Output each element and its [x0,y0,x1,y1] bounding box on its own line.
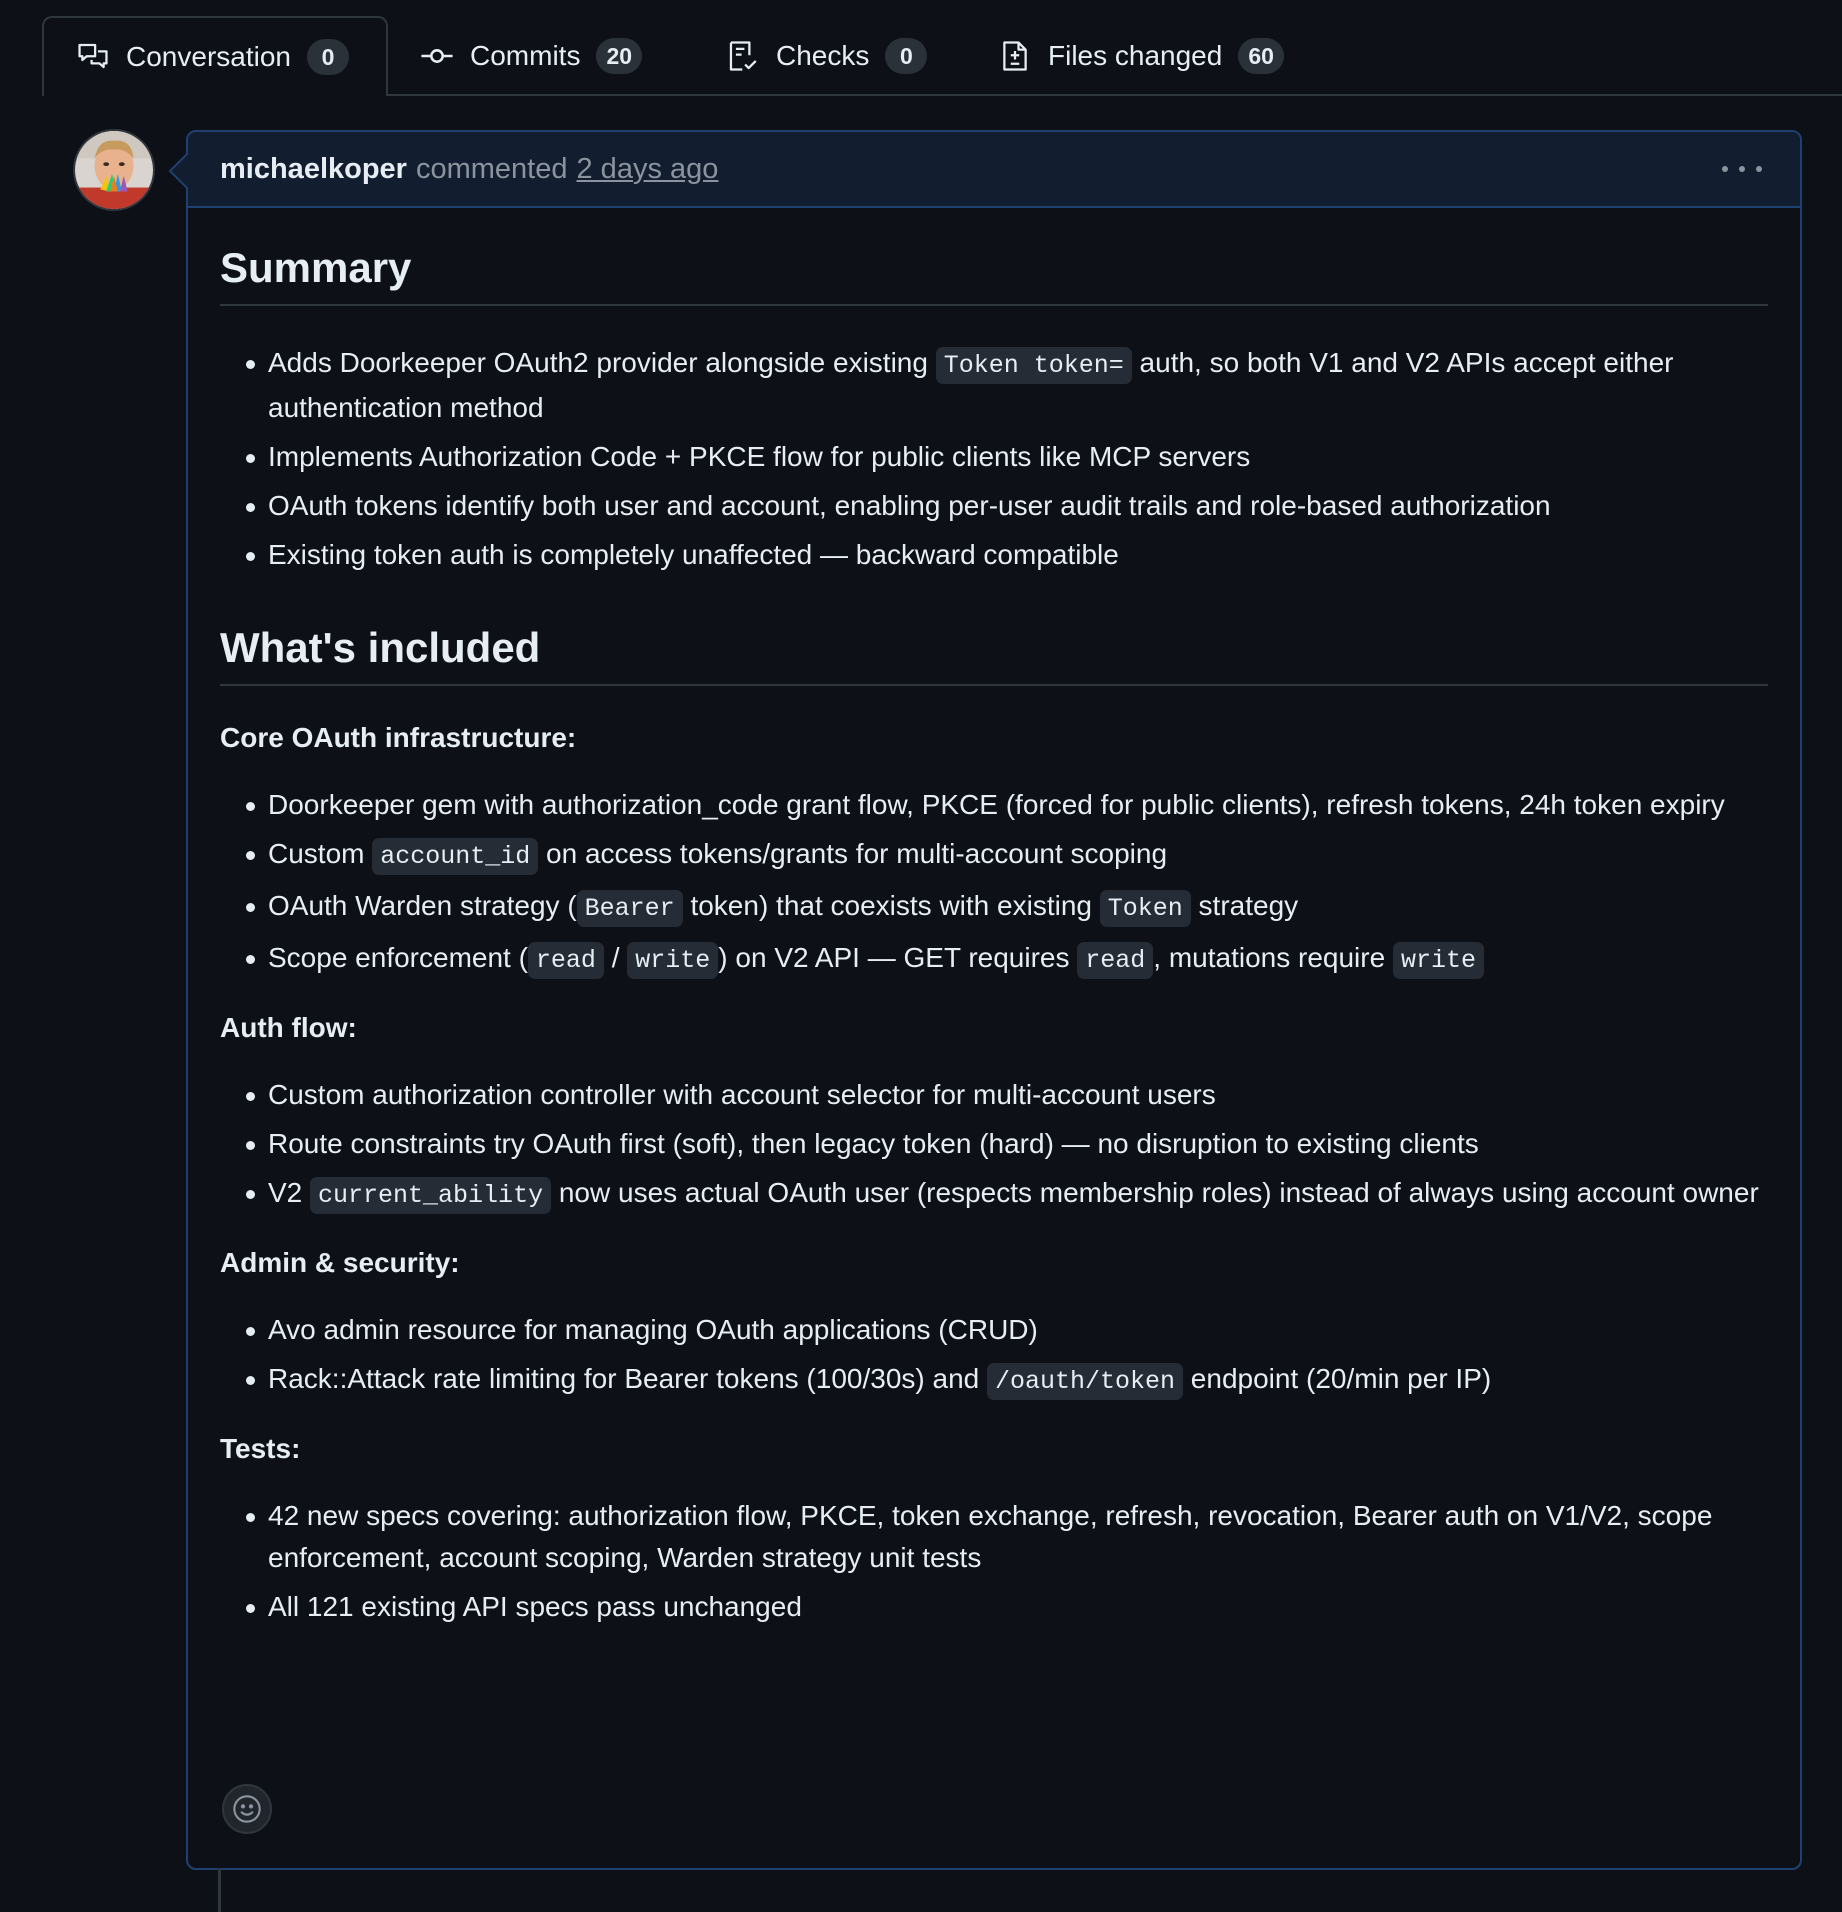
inline-code: /oauth/token [987,1363,1183,1400]
comment-verb: commented [415,152,568,185]
list-item: Existing token auth is completely unaffected — backward compatible [268,534,1768,576]
tab-counter: 20 [596,38,642,74]
inline-code: Token [1100,890,1191,927]
add-reaction-button[interactable] [222,1784,272,1834]
comment-discussion-icon [76,40,110,74]
subheading-core: Core OAuth infrastructure: [220,722,577,753]
tab-commits[interactable] [420,16,642,95]
inline-code: read [1077,942,1153,979]
smiley-icon [231,1793,263,1825]
list-item: Route constraints try OAuth first (soft), then legacy token (hard) — no disruption to existing clients [268,1123,1768,1165]
inline-code: write [1393,942,1484,979]
tab-label: Checks [776,39,870,71]
list-item: Custom account_id on access tokens/grants for multi-account scoping [268,833,1768,878]
heading-summary: Summary [220,208,1768,306]
comment-pointer [169,153,206,190]
subheading-tests: Tests: [220,1433,301,1464]
comment-header [188,132,1800,208]
inline-code: Token token= [936,347,1132,384]
subheading-admin-security: Admin & security: [220,1247,460,1278]
list-item: V2 current_ability now uses actual OAuth user (respects membership roles) instead of always using account owner [268,1172,1768,1217]
tab-counter: 60 [1238,38,1284,74]
inline-code: account_id [372,838,538,875]
commit-icon [420,39,454,73]
list-item: Adds Doorkeeper OAuth2 provider alongside existing Token token= auth, so both V1 and V2 APIs accept either authentication method [268,342,1768,429]
file-diff-icon [998,39,1032,73]
tab-files-changed[interactable] [998,16,1284,95]
list-item: 42 new specs covering: authorization flow, PKCE, token exchange, refresh, revocation, Bearer auth on V1/V2, scope enforcement, account scoping, Warden strategy unit tests [268,1495,1768,1579]
inline-code: Bearer [577,890,683,927]
list-item: All 121 existing API specs pass unchanged [268,1586,1768,1628]
summary-list [220,342,1768,576]
admin-list [220,1309,1768,1403]
comment-body [188,208,1800,1628]
inline-code: write [627,942,718,979]
comment-box [186,130,1802,1870]
avatar[interactable] [73,129,155,211]
subheading-auth-flow: Auth flow: [220,1012,357,1043]
tab-label: Files changed [1048,39,1223,71]
list-item: Custom authorization controller with account selector for multi-account users [268,1074,1768,1116]
tab-conversation[interactable] [42,16,388,96]
list-item: Avo admin resource for managing OAuth applications (CRUD) [268,1309,1768,1351]
list-item: Scope enforcement ( read / write ) on V2 API — GET requires read , mutations require write [268,937,1768,982]
checklist-icon [726,39,760,73]
core-list [220,784,1768,982]
list-item: OAuth tokens identify both user and account, enabling per-user audit trails and role-based authorization [268,485,1768,527]
auth-list [220,1074,1768,1217]
heading-whats-included: What's included [220,624,1768,686]
tab-counter: 0 [885,38,927,74]
tab-label: Conversation [126,41,291,72]
tab-checks[interactable] [726,16,927,95]
comment-author[interactable]: michaelkoper [220,152,407,185]
pr-tabs [0,0,1842,95]
timeline-connector [218,1868,221,1912]
inline-code: current_ability [310,1177,551,1214]
list-item: OAuth Warden strategy ( Bearer token) that coexists with existing Token strategy [268,885,1768,930]
comment-timestamp[interactable]: 2 days ago [576,152,719,185]
tab-counter: 0 [307,39,349,75]
inline-code: read [528,942,604,979]
more-options-icon[interactable] [1722,154,1762,184]
list-item: Doorkeeper gem with authorization_code grant flow, PKCE (forced for public clients), refresh tokens, 24h token expiry [268,784,1768,826]
tests-list [220,1495,1768,1628]
tab-label: Commits [470,39,581,71]
list-item: Rack::Attack rate limiting for Bearer tokens (100/30s) and /oauth/token endpoint (20/min per IP) [268,1358,1768,1403]
list-item: Implements Authorization Code + PKCE flow for public clients like MCP servers [268,436,1768,478]
